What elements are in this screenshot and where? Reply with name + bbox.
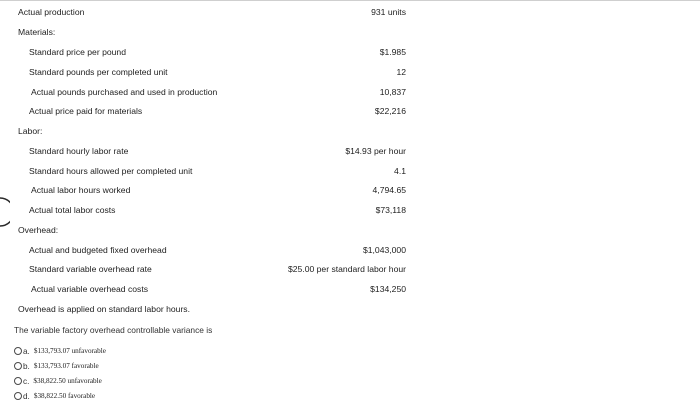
row-value: $1,043,000 (362, 245, 406, 255)
option-text: $38,822.50 unfavorable (33, 377, 102, 385)
option-d[interactable] (14, 389, 95, 403)
table-row (0, 43, 700, 61)
table-row (0, 162, 700, 180)
table-row (0, 63, 700, 81)
row-label: Standard hours allowed per completed unit (29, 166, 193, 176)
row-value: $134,250 (370, 284, 406, 294)
table-row (0, 201, 700, 219)
row-value: $22,216 (374, 106, 406, 116)
row-value: $1.985 (379, 47, 406, 57)
table-row (0, 181, 700, 199)
option-text: $133,793.07 unfavorable (33, 347, 106, 355)
option-c[interactable] (14, 374, 102, 388)
table-row (0, 83, 700, 101)
table-row (0, 241, 700, 259)
row-label: Standard price per pound (29, 47, 126, 57)
table-row (0, 142, 700, 160)
radio-button[interactable] (14, 347, 22, 355)
option-text: $38,822.50 favorable (33, 392, 96, 400)
row-label: Actual and budgeted fixed overhead (29, 245, 167, 255)
row-value: 4,794.65 (372, 185, 406, 195)
note-text: Overhead is applied on standard labor hours. (18, 304, 190, 314)
section-label: Materials: (18, 27, 56, 37)
top-border (0, 0, 700, 1)
row-value: 4.1 (394, 166, 406, 176)
row-label: Standard variable overhead rate (29, 264, 152, 274)
table-row (0, 102, 700, 120)
row-label: Standard hourly labor rate (29, 146, 129, 156)
row-value: $73,118 (375, 205, 406, 215)
overhead-note (0, 300, 700, 318)
section-label: Labor: (18, 126, 43, 136)
option-letter: c. (23, 376, 30, 386)
option-letter: b. (23, 361, 30, 371)
row-value: $14.93 per hour (345, 146, 406, 156)
row-label: Actual pounds purchased and used in production (31, 87, 218, 97)
table-row (0, 3, 700, 21)
option-a[interactable] (14, 344, 106, 358)
option-letter: d. (23, 391, 30, 401)
section-header-materials (0, 23, 700, 41)
row-label: Actual labor hours worked (31, 185, 131, 195)
question-text: The variable factory overhead controllable variance is (14, 325, 213, 335)
row-value: 10,837 (379, 87, 406, 97)
row-value: $25.00 per standard labor hour (287, 264, 406, 274)
radio-button[interactable] (14, 377, 22, 385)
section-header-labor (0, 122, 700, 140)
row-label: Actual total labor costs (29, 205, 116, 215)
option-b[interactable] (14, 359, 99, 373)
option-letter: a. (23, 346, 30, 356)
row-label: Actual price paid for materials (29, 106, 143, 116)
section-label: Overhead: (18, 225, 59, 235)
row-label: Actual production (18, 7, 85, 17)
table-row (0, 280, 700, 298)
radio-button[interactable] (14, 392, 22, 400)
row-value: 931 units (371, 7, 406, 17)
radio-button[interactable] (14, 362, 22, 370)
section-header-overhead (0, 221, 700, 239)
option-text: $133,793.07 favorable (33, 362, 99, 370)
table-row (0, 260, 700, 278)
row-value: 12 (396, 67, 406, 77)
row-label: Standard pounds per completed unit (29, 67, 168, 77)
row-label: Actual variable overhead costs (31, 284, 149, 294)
